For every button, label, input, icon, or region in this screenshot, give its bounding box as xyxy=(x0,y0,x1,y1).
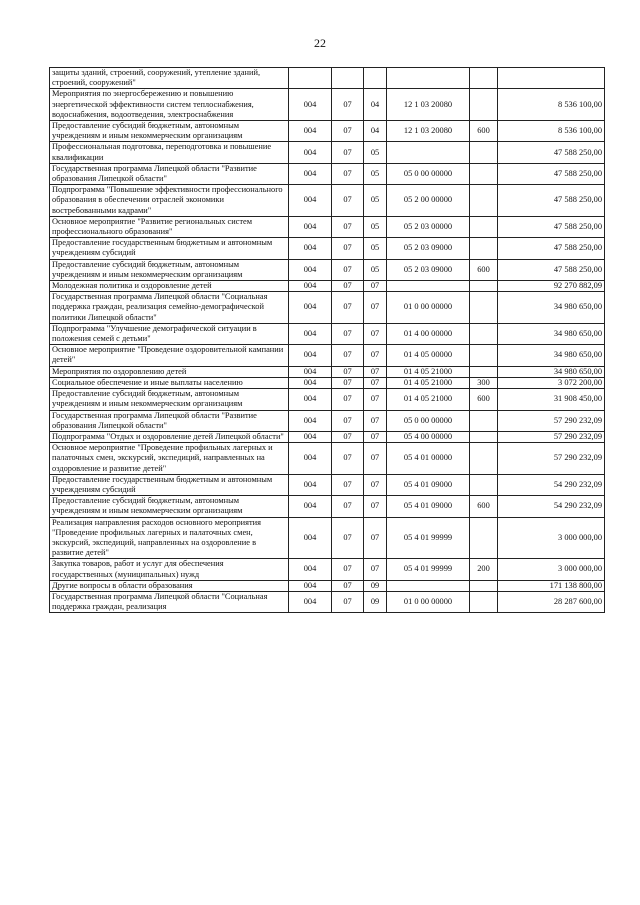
department-code-cell: 004 xyxy=(289,345,332,366)
target-article-cell: 05 4 00 00000 xyxy=(387,431,470,442)
section-code-cell: 07 xyxy=(332,216,364,237)
expense-type-cell xyxy=(470,580,498,591)
amount-cell: 47 588 250,00 xyxy=(498,163,605,184)
table-row xyxy=(50,580,605,591)
expense-type-cell xyxy=(470,281,498,292)
expense-name-cell: Другие вопросы в области образования xyxy=(50,580,289,591)
table-row xyxy=(50,323,605,344)
target-article-cell: 12 1 03 20080 xyxy=(387,121,470,142)
section-code-cell: 07 xyxy=(332,559,364,580)
target-article-cell: 01 4 05 21000 xyxy=(387,366,470,377)
target-article-cell xyxy=(387,281,470,292)
target-article-cell: 05 2 03 00000 xyxy=(387,216,470,237)
target-article-cell xyxy=(387,142,470,163)
target-article-cell xyxy=(387,68,470,89)
subsection-code-cell: 07 xyxy=(364,389,387,410)
amount-cell: 54 290 232,09 xyxy=(498,496,605,517)
department-code-cell: 004 xyxy=(289,259,332,280)
subsection-code-cell: 05 xyxy=(364,216,387,237)
expense-type-cell xyxy=(470,238,498,259)
section-code-cell: 07 xyxy=(332,580,364,591)
expense-type-cell xyxy=(470,517,498,559)
section-code-cell: 07 xyxy=(332,345,364,366)
expense-type-cell xyxy=(470,292,498,324)
amount-cell: 8 536 100,00 xyxy=(498,121,605,142)
table-row xyxy=(50,163,605,184)
expense-name-cell: Молодежная политика и оздоровление детей xyxy=(50,281,289,292)
subsection-code-cell: 07 xyxy=(364,281,387,292)
subsection-code-cell: 04 xyxy=(364,121,387,142)
expense-name-cell: Предоставление субсидий бюджетным, автономным учреждениям и иным некоммерческим организациям xyxy=(50,496,289,517)
expense-type-cell xyxy=(470,410,498,431)
expense-name-cell: Социальное обеспечение и иные выплаты населению xyxy=(50,377,289,388)
subsection-code-cell: 07 xyxy=(364,474,387,495)
table-row xyxy=(50,410,605,431)
expense-name-cell: Основное мероприятие "Проведение профильных лагерных и палаточных смен, экскурсий, экспедиций, направленных на оздоровление и развитие детей" xyxy=(50,443,289,475)
department-code-cell xyxy=(289,68,332,89)
expense-type-cell xyxy=(470,68,498,89)
amount-cell: 47 588 250,00 xyxy=(498,185,605,217)
amount-cell: 28 287 600,00 xyxy=(498,591,605,612)
table-row xyxy=(50,142,605,163)
amount-cell: 92 270 882,09 xyxy=(498,281,605,292)
expense-type-cell xyxy=(470,185,498,217)
section-code-cell: 07 xyxy=(332,474,364,495)
table-row xyxy=(50,443,605,475)
subsection-code-cell: 09 xyxy=(364,591,387,612)
section-code-cell: 07 xyxy=(332,443,364,475)
table-row xyxy=(50,474,605,495)
department-code-cell: 004 xyxy=(289,216,332,237)
table-row xyxy=(50,377,605,388)
subsection-code-cell: 07 xyxy=(364,431,387,442)
expense-name-cell: Подпрограмма "Улучшение демографической ситуации в положения семей с детьми" xyxy=(50,323,289,344)
expense-type-cell: 600 xyxy=(470,121,498,142)
expense-name-cell: Основное мероприятие "Развитие региональных систем профессионального образования" xyxy=(50,216,289,237)
target-article-cell: 01 0 00 00000 xyxy=(387,591,470,612)
amount-cell: 47 588 250,00 xyxy=(498,259,605,280)
target-article-cell: 05 4 01 09000 xyxy=(387,474,470,495)
amount-cell: 3 072 200,00 xyxy=(498,377,605,388)
expense-type-cell xyxy=(470,89,498,121)
amount-cell: 47 588 250,00 xyxy=(498,142,605,163)
subsection-code-cell: 07 xyxy=(364,443,387,475)
target-article-cell: 05 4 01 99999 xyxy=(387,517,470,559)
expense-type-cell: 600 xyxy=(470,389,498,410)
department-code-cell: 004 xyxy=(289,591,332,612)
section-code-cell: 07 xyxy=(332,389,364,410)
department-code-cell: 004 xyxy=(289,238,332,259)
subsection-code-cell: 07 xyxy=(364,323,387,344)
table-row xyxy=(50,496,605,517)
target-article-cell xyxy=(387,580,470,591)
expense-name-cell: Реализация направления расходов основного мероприятия "Проведение профильных лагерных и палаточных смен, экскурсий, экспедиций, направленных на оздоровление в развитие детей" xyxy=(50,517,289,559)
expense-name-cell: Подпрограмма "Отдых и оздоровление детей Липецкой области" xyxy=(50,431,289,442)
subsection-code-cell: 05 xyxy=(364,238,387,259)
subsection-code-cell: 04 xyxy=(364,89,387,121)
target-article-cell: 01 4 05 00000 xyxy=(387,345,470,366)
table-row xyxy=(50,389,605,410)
section-code-cell: 07 xyxy=(332,591,364,612)
expense-name-cell: Мероприятия по энергосбережению и повышению энергетической эффективности систем теплоснабжения, водоснабжения, водоотведения, электроснабжения xyxy=(50,89,289,121)
department-code-cell: 004 xyxy=(289,185,332,217)
expense-name-cell: Закупка товаров, работ и услуг для обеспечения государственных (муниципальных) нужд xyxy=(50,559,289,580)
expense-type-cell xyxy=(470,323,498,344)
target-article-cell: 01 4 05 21000 xyxy=(387,389,470,410)
expense-name-cell: Предоставление субсидий бюджетным, автономным учреждениям и иным некоммерческим организациям xyxy=(50,259,289,280)
expense-name-cell: Государственная программа Липецкой области "Социальная поддержка граждан, реализация xyxy=(50,591,289,612)
table-row xyxy=(50,216,605,237)
table-row xyxy=(50,366,605,377)
department-code-cell: 004 xyxy=(289,580,332,591)
section-code-cell: 07 xyxy=(332,89,364,121)
expense-type-cell: 300 xyxy=(470,377,498,388)
department-code-cell: 004 xyxy=(289,292,332,324)
section-code-cell: 07 xyxy=(332,142,364,163)
table-row xyxy=(50,292,605,324)
subsection-code-cell: 07 xyxy=(364,517,387,559)
amount-cell: 34 980 650,00 xyxy=(498,323,605,344)
subsection-code-cell: 05 xyxy=(364,259,387,280)
department-code-cell: 004 xyxy=(289,366,332,377)
expense-type-cell xyxy=(470,216,498,237)
expense-type-cell xyxy=(470,163,498,184)
section-code-cell: 07 xyxy=(332,185,364,217)
amount-cell: 31 908 450,00 xyxy=(498,389,605,410)
table-row xyxy=(50,281,605,292)
department-code-cell: 004 xyxy=(289,496,332,517)
department-code-cell: 004 xyxy=(289,163,332,184)
budget-table xyxy=(49,67,605,613)
department-code-cell: 004 xyxy=(289,517,332,559)
expense-name-cell: Основное мероприятие "Проведение оздоровительной кампании детей" xyxy=(50,345,289,366)
table-row xyxy=(50,559,605,580)
target-article-cell: 05 4 01 09000 xyxy=(387,496,470,517)
target-article-cell: 05 2 00 00000 xyxy=(387,185,470,217)
department-code-cell: 004 xyxy=(289,443,332,475)
table-row xyxy=(50,68,605,89)
table-row xyxy=(50,591,605,612)
section-code-cell: 07 xyxy=(332,410,364,431)
section-code-cell: 07 xyxy=(332,121,364,142)
expense-name-cell: Мероприятия по оздоровлению детей xyxy=(50,366,289,377)
expense-name-cell: Государственная программа Липецкой области "Развитие образования Липецкой области" xyxy=(50,163,289,184)
table-row xyxy=(50,238,605,259)
expense-name-cell: Предоставление субсидий бюджетным, автономным учреждениям и иным некоммерческим организациям xyxy=(50,389,289,410)
expense-name-cell: Предоставление государственным бюджетным и автономным учреждениям субсидий xyxy=(50,238,289,259)
section-code-cell: 07 xyxy=(332,366,364,377)
expense-name-cell: Государственная программа Липецкой области "Социальная поддержка граждан, реализация семейно-демографической политики Липецкой области" xyxy=(50,292,289,324)
section-code-cell: 07 xyxy=(332,163,364,184)
amount-cell: 171 138 800,00 xyxy=(498,580,605,591)
expense-name-cell: Подпрограмма "Повышение эффективности профессионального образования в обеспечении отраслей экономики востребованными кадрами" xyxy=(50,185,289,217)
table-row xyxy=(50,345,605,366)
section-code-cell xyxy=(332,68,364,89)
table-row xyxy=(50,517,605,559)
expense-name-cell: Предоставление субсидий бюджетным, автономным учреждениям и иным некоммерческим организациям xyxy=(50,121,289,142)
amount-cell xyxy=(498,68,605,89)
amount-cell: 3 000 000,00 xyxy=(498,517,605,559)
subsection-code-cell: 05 xyxy=(364,163,387,184)
expense-type-cell xyxy=(470,443,498,475)
department-code-cell: 004 xyxy=(289,142,332,163)
amount-cell: 34 980 650,00 xyxy=(498,345,605,366)
table-row xyxy=(50,259,605,280)
amount-cell: 57 290 232,09 xyxy=(498,431,605,442)
target-article-cell: 05 4 01 99999 xyxy=(387,559,470,580)
table-row xyxy=(50,431,605,442)
expense-type-cell: 600 xyxy=(470,259,498,280)
amount-cell: 47 588 250,00 xyxy=(498,216,605,237)
section-code-cell: 07 xyxy=(332,259,364,280)
expense-type-cell xyxy=(470,474,498,495)
target-article-cell: 01 0 00 00000 xyxy=(387,292,470,324)
expense-type-cell: 200 xyxy=(470,559,498,580)
subsection-code-cell: 07 xyxy=(364,496,387,517)
subsection-code-cell xyxy=(364,68,387,89)
target-article-cell: 12 1 03 20080 xyxy=(387,89,470,121)
subsection-code-cell: 05 xyxy=(364,142,387,163)
table-row xyxy=(50,89,605,121)
section-code-cell: 07 xyxy=(332,238,364,259)
subsection-code-cell: 07 xyxy=(364,559,387,580)
target-article-cell: 01 4 05 21000 xyxy=(387,377,470,388)
table-row xyxy=(50,121,605,142)
department-code-cell: 004 xyxy=(289,323,332,344)
department-code-cell: 004 xyxy=(289,474,332,495)
target-article-cell: 05 0 00 00000 xyxy=(387,163,470,184)
department-code-cell: 004 xyxy=(289,389,332,410)
section-code-cell: 07 xyxy=(332,281,364,292)
subsection-code-cell: 07 xyxy=(364,366,387,377)
amount-cell: 8 536 100,00 xyxy=(498,89,605,121)
amount-cell: 57 290 232,09 xyxy=(498,410,605,431)
page-number: 22 xyxy=(314,36,326,50)
target-article-cell: 05 2 03 09000 xyxy=(387,238,470,259)
section-code-cell: 07 xyxy=(332,517,364,559)
department-code-cell: 004 xyxy=(289,89,332,121)
expense-name-cell: Предоставление государственным бюджетным и автономным учреждениям субсидий xyxy=(50,474,289,495)
expense-name-cell: Государственная программа Липецкой области "Развитие образования Липецкой области" xyxy=(50,410,289,431)
subsection-code-cell: 07 xyxy=(364,292,387,324)
section-code-cell: 07 xyxy=(332,323,364,344)
expense-name-cell: защиты зданий, строений, сооружений, утепление зданий, строений, сооружений" xyxy=(50,68,289,89)
department-code-cell: 004 xyxy=(289,431,332,442)
section-code-cell: 07 xyxy=(332,431,364,442)
subsection-code-cell: 05 xyxy=(364,185,387,217)
subsection-code-cell: 07 xyxy=(364,410,387,431)
section-code-cell: 07 xyxy=(332,496,364,517)
amount-cell: 57 290 232,09 xyxy=(498,443,605,475)
amount-cell: 47 588 250,00 xyxy=(498,238,605,259)
expense-type-cell xyxy=(470,591,498,612)
target-article-cell: 01 4 00 00000 xyxy=(387,323,470,344)
section-code-cell: 07 xyxy=(332,377,364,388)
target-article-cell: 05 4 01 00000 xyxy=(387,443,470,475)
target-article-cell: 05 0 00 00000 xyxy=(387,410,470,431)
department-code-cell: 004 xyxy=(289,377,332,388)
department-code-cell: 004 xyxy=(289,121,332,142)
table-row xyxy=(50,185,605,217)
amount-cell: 3 000 000,00 xyxy=(498,559,605,580)
amount-cell: 34 980 650,00 xyxy=(498,292,605,324)
subsection-code-cell: 07 xyxy=(364,345,387,366)
department-code-cell: 004 xyxy=(289,410,332,431)
amount-cell: 34 980 650,00 xyxy=(498,366,605,377)
amount-cell: 54 290 232,09 xyxy=(498,474,605,495)
expense-type-cell xyxy=(470,345,498,366)
expense-type-cell xyxy=(470,366,498,377)
expense-name-cell: Профессиональная подготовка, переподготовка и повышение квалификации xyxy=(50,142,289,163)
department-code-cell: 004 xyxy=(289,281,332,292)
target-article-cell: 05 2 03 09000 xyxy=(387,259,470,280)
expense-type-cell: 600 xyxy=(470,496,498,517)
expense-type-cell xyxy=(470,142,498,163)
section-code-cell: 07 xyxy=(332,292,364,324)
subsection-code-cell: 09 xyxy=(364,580,387,591)
expense-type-cell xyxy=(470,431,498,442)
department-code-cell: 004 xyxy=(289,559,332,580)
subsection-code-cell: 07 xyxy=(364,377,387,388)
